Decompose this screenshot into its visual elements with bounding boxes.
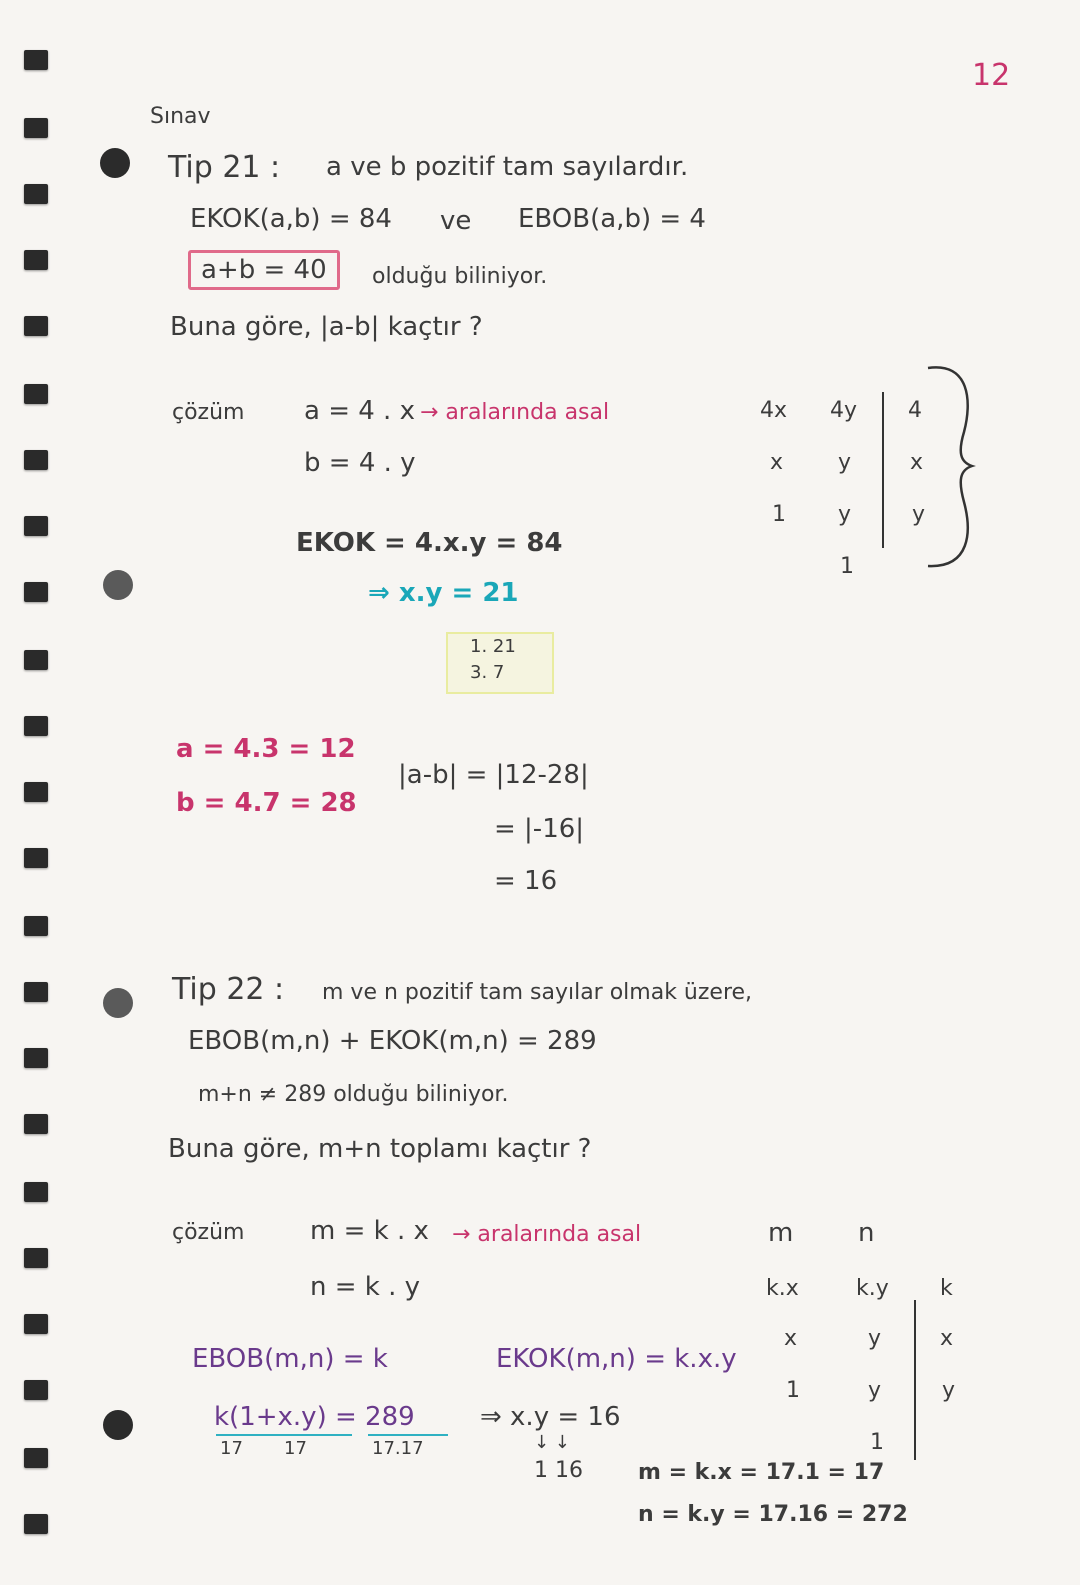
tip22-k-eq: k(1+x.y) = 289	[214, 1402, 415, 1432]
bullet-dot	[100, 148, 130, 178]
tip22-known: m+n ≠ 289 olduğu biliniyor.	[198, 1082, 509, 1107]
tip21-question: Buna göre, |a-b| kaçtır ?	[170, 312, 483, 342]
tip21-boxed-sum: a+b = 40	[188, 250, 340, 290]
tip22-table-head-m: m	[768, 1218, 794, 1248]
bullet-dot	[103, 988, 133, 1018]
tip22-table-cell: y	[942, 1378, 956, 1403]
tip22-title: Tip 22 :	[172, 972, 285, 1007]
binding-hole	[24, 1114, 48, 1134]
tip21-table-cell: y	[838, 450, 852, 475]
tip21-ve: ve	[440, 206, 472, 236]
binding-hole	[24, 916, 48, 936]
tip22-m-value: m = k.x = 17.1 = 17	[638, 1460, 885, 1485]
tip22-k-sub: 17.17	[372, 1438, 424, 1459]
binding-hole	[24, 450, 48, 470]
tip22-xy-values: 1 16	[534, 1458, 583, 1483]
tip21-table-cell: y	[838, 502, 852, 527]
tip22-coprime-note: → aralarında asal	[452, 1222, 642, 1247]
tip21-table-cell: 4y	[830, 398, 858, 423]
tip22-n-value: n = k.y = 17.16 = 272	[638, 1502, 908, 1527]
binding-hole	[24, 982, 48, 1002]
tip21-title: Tip 21 :	[168, 150, 281, 185]
tip22-k-sub: 17	[220, 1438, 243, 1459]
binding-hole	[24, 582, 48, 602]
binding-hole	[24, 1048, 48, 1068]
tip21-table-cell: 4	[908, 398, 922, 423]
binding-hole	[24, 250, 48, 270]
binding-hole	[24, 848, 48, 868]
underline-mark	[368, 1434, 448, 1436]
tip22-table-cell: y	[868, 1326, 882, 1351]
tip22-cozum-label: çözüm	[172, 1220, 245, 1245]
tip21-table-cell: 1	[772, 502, 786, 527]
tip22-table-cell: k.x	[766, 1276, 799, 1301]
tip22-sum-eq: EBOB(m,n) + EKOK(m,n) = 289	[188, 1026, 597, 1056]
tip22-table-cell: x	[784, 1326, 798, 1351]
binding-hole	[24, 118, 48, 138]
bullet-dot	[103, 1410, 133, 1440]
tip22-eq-n: n = k . y	[310, 1272, 421, 1302]
tip22-table-cell: 1	[870, 1430, 884, 1455]
tip21-abs-step2: = |-16|	[494, 814, 585, 844]
tip22-table-cell: x	[940, 1326, 954, 1351]
tip21-factor2: 3. 7	[470, 662, 505, 683]
binding-hole	[24, 782, 48, 802]
tip21-factor1: 1. 21	[470, 636, 516, 657]
tip22-xy-arrows: ↓ ↓	[534, 1432, 570, 1453]
tip21-ekok-eq: EKOK = 4.x.y = 84	[296, 528, 563, 558]
page-number: 12	[972, 58, 1011, 93]
tip21-abs-result: = 16	[494, 866, 558, 896]
tip22-k-sub: 17	[284, 1438, 307, 1459]
tip22-ekok-eq: EKOK(m,n) = k.x.y	[496, 1344, 737, 1374]
table-divider	[914, 1300, 916, 1460]
tip21-abs-step1: |a-b| = |12-28|	[398, 760, 589, 790]
binding-hole	[24, 1182, 48, 1202]
binding-hole	[24, 650, 48, 670]
tip22-ebob-eq: EBOB(m,n) = k	[192, 1344, 388, 1374]
tip21-statement: a ve b pozitif tam sayılardır.	[326, 152, 689, 182]
binding-hole	[24, 1448, 48, 1468]
binding-hole	[24, 184, 48, 204]
tip21-ebob: EBOB(a,b) = 4	[518, 204, 706, 234]
binding-hole	[24, 1514, 48, 1534]
tip21-table-cell: x	[910, 450, 924, 475]
tip21-eq-a: a = 4 . x	[304, 396, 415, 426]
binding-hole	[24, 516, 48, 536]
tip22-table-head-n: n	[858, 1218, 875, 1248]
underline-mark	[216, 1434, 352, 1436]
tip21-eq-b: b = 4 . y	[304, 448, 416, 478]
tip22-table-cell: 1	[786, 1378, 800, 1403]
tip21-ekok: EKOK(a,b) = 84	[190, 204, 392, 234]
tip21-table-cell: 4x	[760, 398, 788, 423]
tip22-statement: m ve n pozitif tam sayılar olmak üzere,	[322, 980, 753, 1005]
tip22-table-cell: k	[940, 1276, 953, 1301]
binding-hole	[24, 384, 48, 404]
tip21-coprime-note: → aralarında asal	[420, 400, 610, 425]
table-divider	[882, 392, 884, 548]
tip21-a-value: a = 4.3 = 12	[176, 734, 356, 764]
tip22-question: Buna göre, m+n toplamı kaçtır ?	[168, 1134, 592, 1164]
binding-hole	[24, 1248, 48, 1268]
binding-hole	[24, 316, 48, 336]
tip21-cozum-label: çözüm	[172, 400, 245, 425]
binding-hole	[24, 1314, 48, 1334]
header-label: Sınav	[150, 104, 211, 129]
spiral-binding	[14, 38, 54, 1568]
binding-hole	[24, 716, 48, 736]
bullet-dot	[103, 570, 133, 600]
tip21-known: olduğu biliniyor.	[372, 264, 548, 289]
tip22-eq-m: m = k . x	[310, 1216, 429, 1246]
tip22-table-cell: y	[868, 1378, 882, 1403]
brace-icon	[920, 362, 976, 572]
tip22-table-cell: k.y	[856, 1276, 889, 1301]
binding-hole	[24, 50, 48, 70]
tip21-b-value: b = 4.7 = 28	[176, 788, 357, 818]
tip21-table-cell: x	[770, 450, 784, 475]
tip22-xy-eq: ⇒ x.y = 16	[480, 1402, 621, 1432]
binding-hole	[24, 1380, 48, 1400]
tip21-table-cell: y	[912, 502, 926, 527]
tip21-xy-eq: ⇒ x.y = 21	[368, 578, 519, 608]
tip21-table-cell: 1	[840, 554, 854, 579]
